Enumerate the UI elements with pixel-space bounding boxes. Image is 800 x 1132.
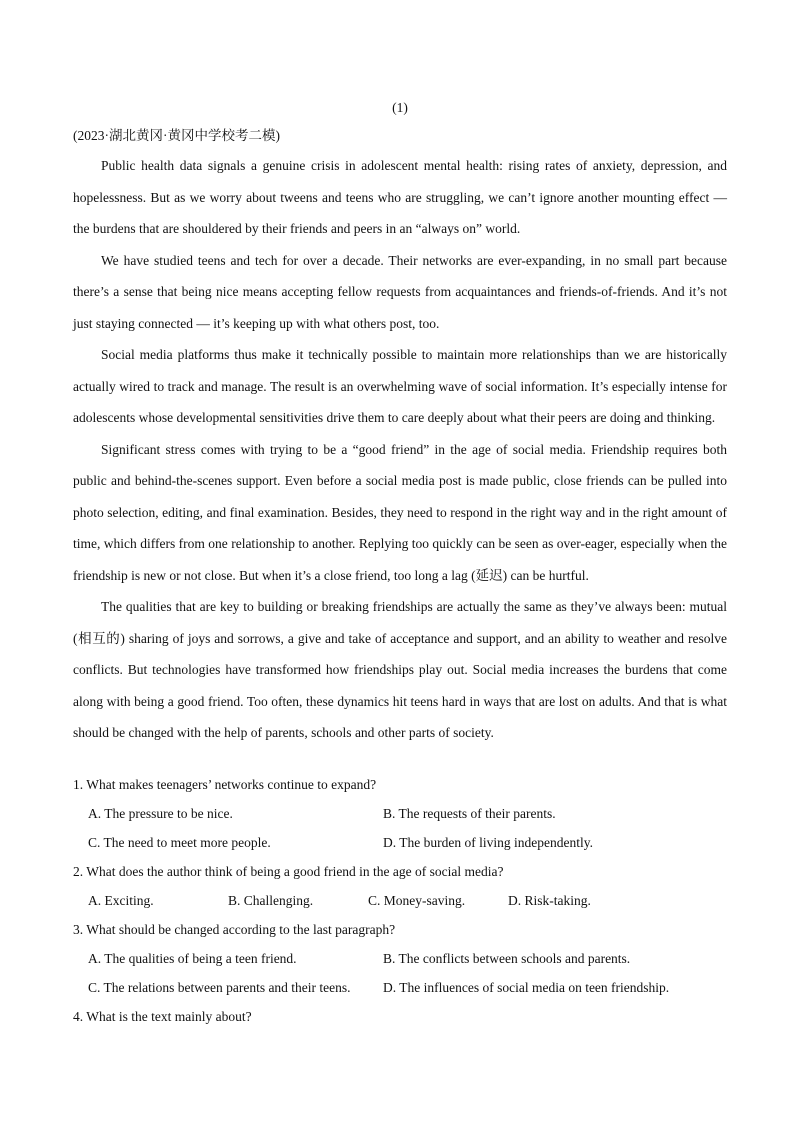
- paragraph-3: Social media platforms thus make it technically possible to maintain more relationships than we are historically actually wired to track and manage. The result is an overwhelming wave of social information. It’s especially intense for adolescents whose developmental sensitivities drive them to care deeply about what their peers are doing and thinking.: [73, 347, 727, 425]
- question-2: [73, 857, 727, 915]
- option-c: C. The need to meet more people.: [88, 835, 271, 850]
- paragraph-4: Significant stress comes with trying to be a “good friend” in the age of social media. Friendship requires both public and behind-the-scenes support. Even before a social media post is made public, close friends can be pulled into photo selection, editing, and final examination. Besides, they need to respond in the right way and in the right amount of time, which differs from one relationship to another. Replying too quickly can be seen as over-eager, especially when the friendship is new or not close. But when it’s a close friend, too long a lag (延迟) can be hurtful.: [73, 441, 727, 583]
- option-list: [73, 799, 727, 857]
- question-set-number: (1): [392, 100, 408, 115]
- option-list: [73, 886, 727, 915]
- question-stem: 3. What should be changed according to the last paragraph?: [73, 922, 396, 937]
- option-d: D. The influences of social media on teen friendship.: [383, 980, 670, 995]
- paragraph-1: Public health data signals a genuine crisis in adolescent mental health: rising rates of anxiety, depression, and hopelessness. But as we worry about tweens and teens who are struggling, we can’t ignore another mounting effect — the burdens that are shouldered by their friends and peers in an “always on” world.: [73, 158, 727, 236]
- option-c: C. The relations between parents and their teens.: [88, 980, 351, 995]
- exam-source: (2023·湖北黄冈·黄冈中学校考二模): [73, 128, 280, 143]
- option-a: A. The pressure to be nice.: [88, 806, 233, 821]
- question-4: [73, 1002, 727, 1031]
- option-a: A. Exciting.: [88, 893, 154, 908]
- option-d: D. The burden of living independently.: [383, 835, 593, 850]
- reading-passage: [73, 150, 727, 749]
- option-d: D. Risk-taking.: [508, 893, 591, 908]
- question-list: [73, 770, 727, 1031]
- question-stem: 1. What makes teenagers’ networks continue to expand?: [73, 777, 377, 792]
- paragraph-2: We have studied teens and tech for over a decade. Their networks are ever-expanding, in no small part because there’s a sense that being nice means accepting fellow requests from acquaintances and friends-of-friends. And it’s not just staying connected — it’s keeping up with what others post, too.: [73, 252, 727, 331]
- question-3: [73, 915, 727, 1002]
- option-a: A. The qualities of being a teen friend.: [88, 951, 297, 966]
- option-b: B. The requests of their parents.: [383, 806, 556, 821]
- option-list: [73, 944, 727, 1002]
- question-1: [73, 770, 727, 857]
- question-stem: 2. What does the author think of being a good friend in the age of social media?: [73, 864, 504, 879]
- paragraph-5: The qualities that are key to building or breaking friendships are actually the same as they’ve always been: mutual (相互的) sharing of joys and sorrows, a give and take of acceptance and support, and an ability to weather and resolve conflicts. But technologies have transformed how friendships play out. Social media increases the burdens that come along with being a good friend. Too often, these dynamics hit teens hard in ways that are lost on adults. And that is what should be changed with the help of parents, schools and other parts of society.: [73, 599, 727, 740]
- question-stem: 4. What is the text mainly about?: [73, 1009, 252, 1024]
- option-c: C. Money-saving.: [368, 893, 466, 908]
- option-b: B. The conflicts between schools and parents.: [383, 951, 631, 966]
- option-b: B. Challenging.: [228, 893, 314, 908]
